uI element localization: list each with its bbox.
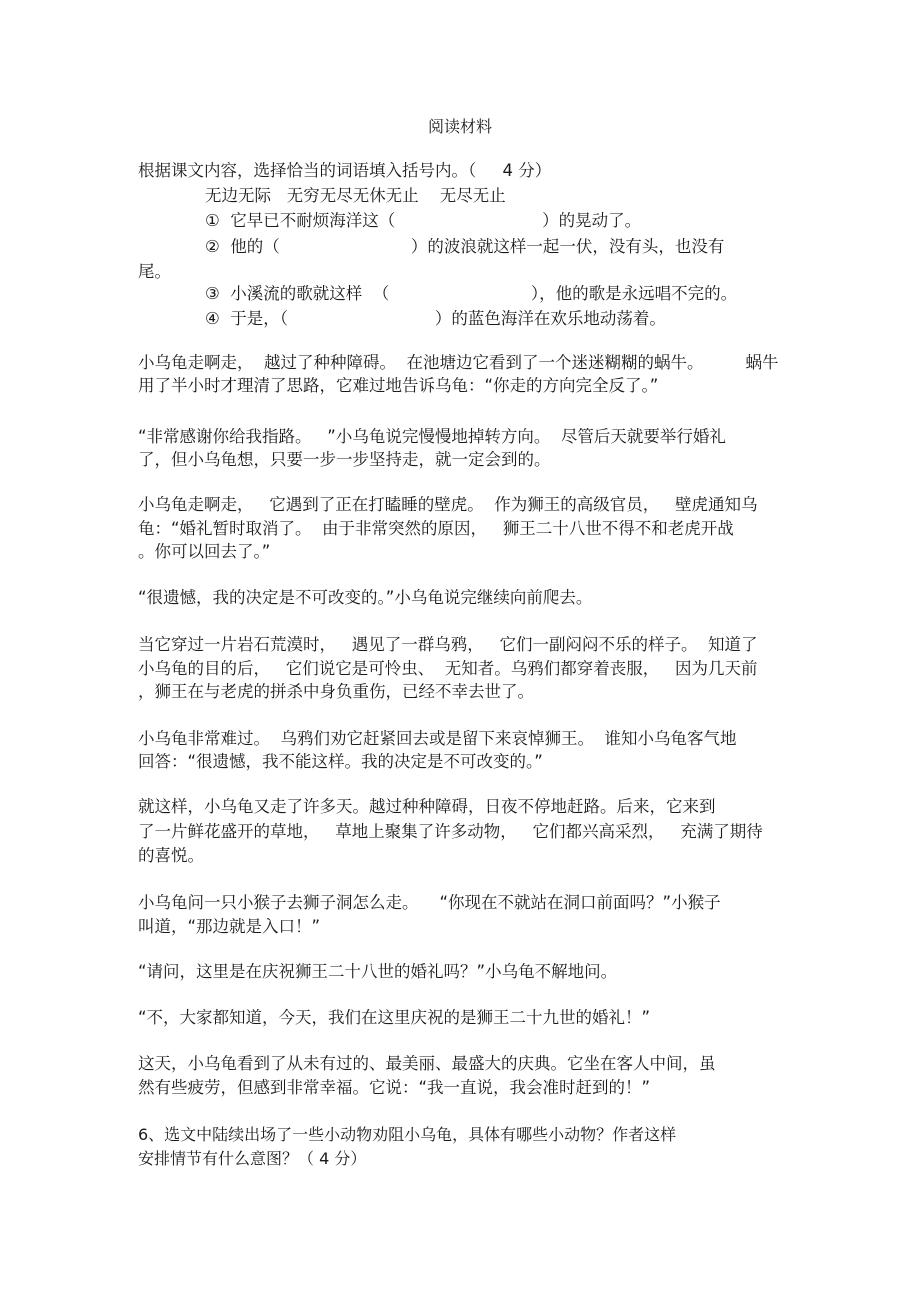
paragraph-8-line-1: 小乌龟问一只小猴子去狮子洞怎么走。 “你现在不就站在洞口前面吗？”小猴子 [138,893,721,912]
paragraph-11-line-1: 这天，小乌龟看到了从未有过的、最美丽、最盛大的庆典。它坐在客人中间，虽 [138,1054,716,1073]
paragraph-9: “请问，这里是在庆祝狮王二十八世的婚礼吗？”小乌龟不解地问。 [138,962,618,981]
paragraph-6-line-2: 回答：“很遗憾，我不能这样。我的决定是不可改变的。” [138,752,543,771]
paragraph-2-line-2: 了，但小乌龟想，只要一步一步坚持走，就一定会到的。 [138,450,551,469]
paragraph-4: “很遗憾，我的决定是不可改变的。”小乌龟说完继续向前爬去。 [138,588,593,607]
paragraph-3-line-3: 。你可以回去了。” [138,542,271,561]
paragraph-8-line-2: 叫道，“那边就是入口！” [138,917,321,936]
paragraph-7-line-3: 的喜悦。 [138,846,204,865]
paragraph-6-line-1: 小乌龟非常难过。 乌鸦们劝它赶紧回去或是留下来哀悼狮王。 谁知小乌龟客气地 [138,729,737,748]
paragraph-7-line-1: 就这样，小乌龟又走了许多天。越过种种障碍，日夜不停地赶路。后来，它来到 [138,797,716,816]
paragraph-11-line-2: 然有些疲劳，但感到非常幸福。它说：“我一直说，我会准时赶到的！” [138,1078,651,1097]
paragraph-10: “不，大家都知道，今天，我们在这里庆祝的是狮王二十九世的婚礼！” [138,1008,651,1027]
paragraph-2-line-1: “非常感谢你给我指路。 ”小乌龟说完慢慢地掉转方向。 尽管后天就要举行婚礼 [138,427,726,446]
paragraph-3-line-2: 龟：“婚礼暂时取消了。 由于非常突然的原因， 狮王二十八世不得不和老虎开战 [138,519,734,538]
question-6-line-2: 安排情节有什么意图？（ 4 分） [138,1149,367,1168]
fill-item-3: ③ 小溪流的歌就这样 （ ），他的歌是永远唱不完的。 [205,284,738,303]
paragraph-1-line-1: 小乌龟走啊走， 越过了种种障碍。 在池塘边它看到了一个迷迷糊糊的蜗牛。 蜗牛 [138,353,779,372]
fill-item-2: ② 他的（ ）的波浪就这样一起一伏，没有头，也没有 [205,237,725,256]
question-6-line-1: 6、选文中陆续出场了一些小动物劝阻小乌龟，具体有哪些小动物？作者这样 [138,1125,677,1144]
word-options: 无边无际 无穷无尽无休无止 无尽无止 [205,186,506,205]
fill-item-2-continued: 尾。 [138,262,171,281]
paragraph-5-line-1: 当它穿过一片岩石荒漠时， 遇见了一群乌鸦， 它们一副闷闷不乐的样子。 知道了 [138,635,758,654]
fill-item-4: ④ 于是，（ ）的蓝色海洋在欢乐地动荡着。 [205,309,666,328]
page-title: 阅读材料 [427,117,492,136]
paragraph-7-line-2: 了一片鲜花盛开的草地， 草地上聚集了许多动物， 它们都兴高采烈， 充满了期待 [138,822,763,841]
fill-item-1: ① 它早已不耐烦海洋这（ ）的晃动了。 [205,211,642,230]
paragraph-5-line-2: 小乌龟的目的后， 它们说它是可怜虫、 无知者。乌鸦们都穿着丧服， 因为几天前 [138,659,758,678]
paragraph-3-line-1: 小乌龟走啊走， 它遇到了正在打瞌睡的壁虎。 作为狮王的高级官员， 壁虎通知乌 [138,495,758,514]
paragraph-5-line-3: ，狮王在与老虎的拼杀中身负重伤，已经不幸去世了。 [138,682,534,701]
exercise-instruction: 根据课文内容，选择恰当的词语填入括号内。（ 4 分） [138,161,552,180]
paragraph-1-line-2: 用了半小时才理清了思路，它难过地告诉乌龟：“你走的方向完全反了。” [138,376,659,395]
